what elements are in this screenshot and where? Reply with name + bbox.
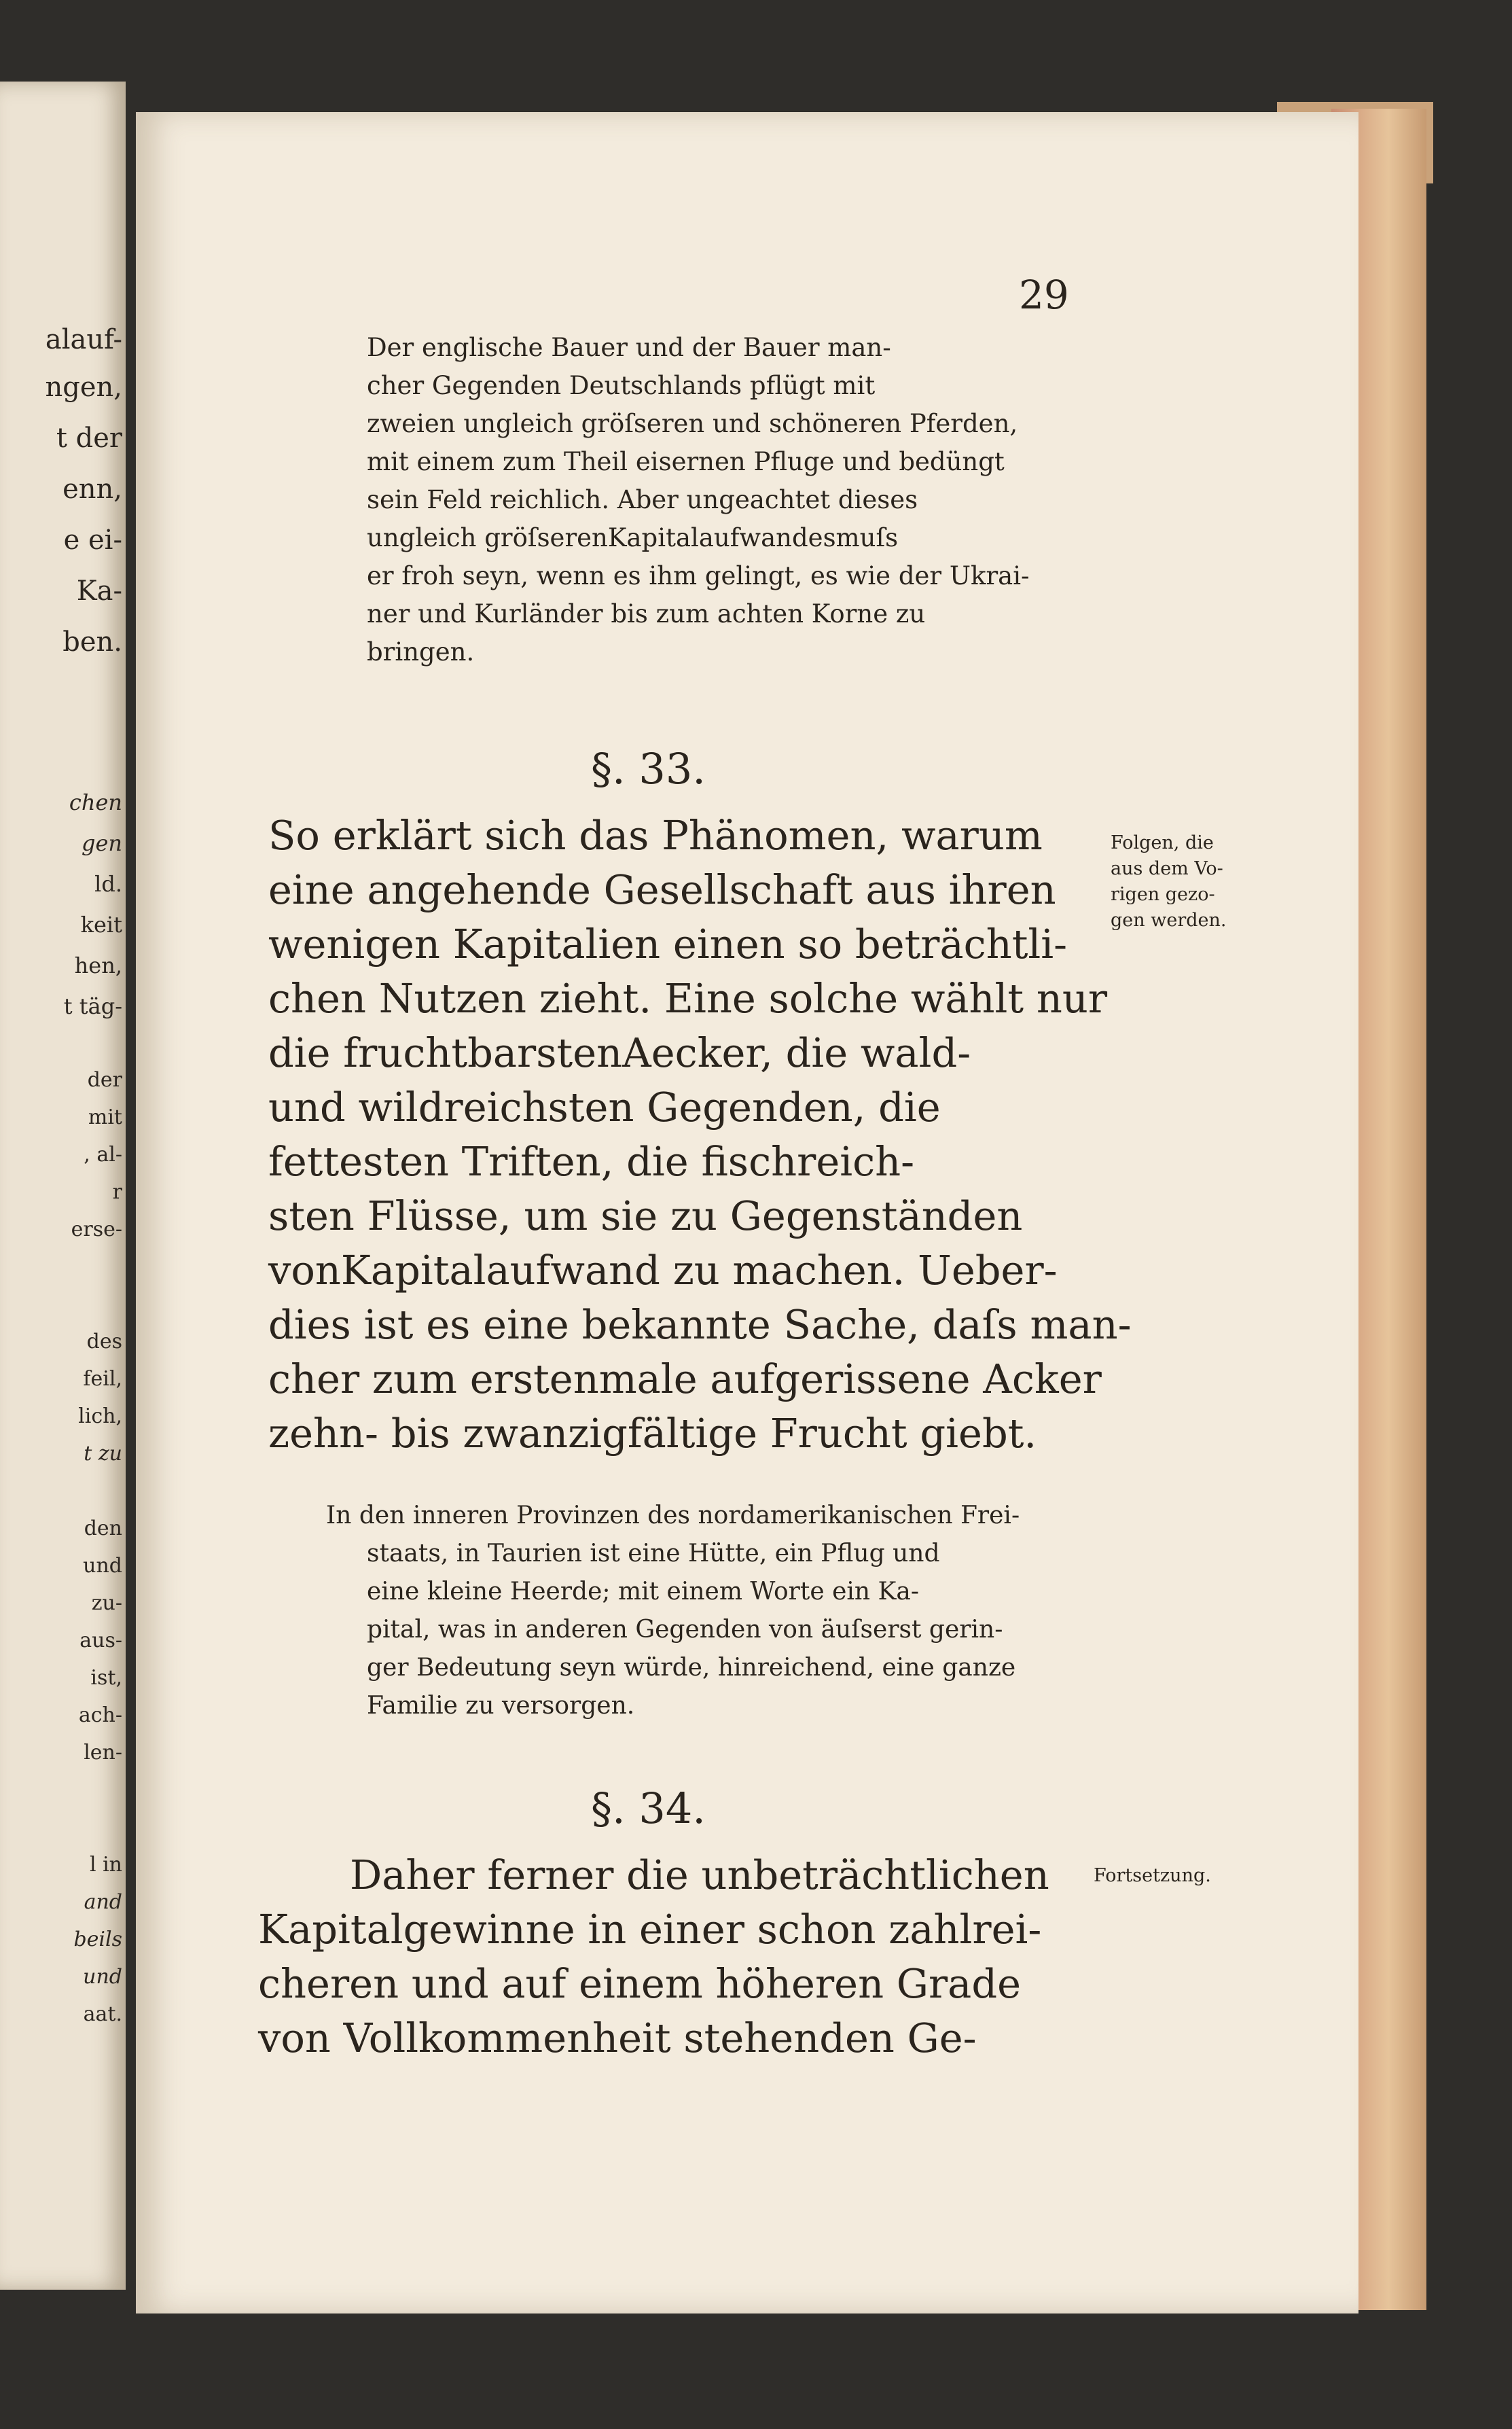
left-fragment: gen bbox=[81, 830, 122, 856]
margin-line: rigen gezo- bbox=[1111, 884, 1215, 905]
left-fragment: ngen, bbox=[45, 372, 122, 403]
left-fragment: keit bbox=[80, 912, 122, 938]
paragraph-line: die fruchtbarstenAecker, die wald- bbox=[268, 1029, 971, 1076]
paragraph-line: vonKapitalaufwand zu machen. Ueber- bbox=[268, 1247, 1058, 1294]
footnote-line: Der englische Bauer und der Bauer man- bbox=[367, 333, 891, 362]
footnote-line: mit einem zum Theil eisernen Pfluge und bedüngt bbox=[367, 447, 1005, 476]
footnote-line: In den inneren Provinzen des nordamerikanischen Frei- bbox=[326, 1502, 1020, 1529]
left-fragment: mit bbox=[88, 1105, 122, 1129]
left-fragment: r bbox=[112, 1180, 122, 1204]
section-heading-33: §. 33. bbox=[591, 744, 706, 794]
margin-line: aus dem Vo- bbox=[1111, 858, 1223, 879]
paragraph-line: So erklärt sich das Phänomen, warum bbox=[268, 812, 1043, 859]
footnote-line: staats, in Taurien ist eine Hütte, ein Pflug und bbox=[367, 1540, 940, 1567]
left-fragment: ist, bbox=[90, 1666, 122, 1690]
footnote-line: ger Bedeutung seyn würde, hinreichend, eine ganze bbox=[367, 1654, 1016, 1682]
left-fragment: hen, bbox=[74, 953, 122, 978]
left-fragment: len- bbox=[84, 1741, 122, 1765]
left-fragment: t der bbox=[56, 423, 122, 454]
left-fragment: Ka- bbox=[76, 575, 122, 607]
paragraph-line: wenigen Kapitalien einen so beträchtli- bbox=[268, 921, 1068, 968]
left-fragment: und bbox=[83, 1554, 122, 1578]
footnote-line: zweien ungleich gröſseren und schöneren Pferden, bbox=[367, 409, 1018, 438]
paragraph-line: Kapitalgewinne in einer schon zahlrei- bbox=[258, 1906, 1042, 1953]
left-fragment: l in bbox=[89, 1853, 122, 1877]
paragraph-line: zehn- bis zwanzigfältige Frucht giebt. bbox=[268, 1410, 1037, 1457]
paragraph-line: chen Nutzen zieht. Eine solche wählt nur bbox=[268, 975, 1108, 1022]
left-fragment: ben. bbox=[62, 626, 122, 658]
left-fragment: t zu bbox=[84, 1442, 122, 1466]
left-fragment: aus- bbox=[79, 1629, 122, 1652]
paragraph-line: cher zum erstenmale aufgerissene Acker bbox=[268, 1355, 1102, 1402]
left-fragment: aat. bbox=[83, 2002, 122, 2026]
left-fragment: e ei- bbox=[63, 525, 122, 556]
paragraph-line: dies ist es eine bekannte Sache, daſs man- bbox=[268, 1301, 1132, 1348]
paragraph-line: fettesten Triften, die fischreich- bbox=[268, 1138, 915, 1185]
paragraph-line: sten Flüsse, um sie zu Gegenständen bbox=[268, 1192, 1023, 1239]
left-fragment: beils bbox=[73, 1928, 122, 1951]
left-fragment: chen bbox=[69, 790, 122, 815]
left-fragment: , al- bbox=[84, 1143, 122, 1167]
footnote-line: cher Gegenden Deutschlands pflügt mit bbox=[367, 371, 876, 400]
left-fragment: ach- bbox=[78, 1703, 122, 1727]
margin-line: Folgen, die bbox=[1111, 832, 1214, 853]
left-fragment: zu- bbox=[91, 1591, 122, 1615]
paragraph-line: eine angehende Gesellschaft aus ihren bbox=[268, 866, 1056, 913]
left-fragment: ld. bbox=[94, 871, 122, 897]
left-fragment: alauf- bbox=[45, 324, 122, 355]
left-fragment: and bbox=[84, 1890, 122, 1914]
section-heading-34: §. 34. bbox=[591, 1784, 706, 1833]
footnote-line: ungleich gröſserenKapitalaufwandesmuſs bbox=[367, 523, 899, 552]
footnote-line: bringen. bbox=[367, 637, 475, 667]
margin-note-34: Fortsetzung. bbox=[1094, 1865, 1211, 1886]
footnote-line: ner und Kurländer bis zum achten Korne zu bbox=[367, 599, 926, 628]
footnote-line: pital, was in anderen Gegenden von äuſserst gerin- bbox=[367, 1616, 1003, 1644]
paragraph-line: Daher ferner die unbeträchtlichen bbox=[350, 1851, 1049, 1898]
footnote-line: er froh seyn, wenn es ihm gelingt, es wie der Ukrai- bbox=[367, 561, 1030, 590]
paragraph-line: cheren und auf einem höheren Grade bbox=[258, 1960, 1022, 2007]
footnote-line: eine kleine Heerde; mit einem Worte ein Ka- bbox=[367, 1578, 920, 1606]
left-fragment: und bbox=[83, 1965, 122, 1989]
left-fragment: der bbox=[87, 1068, 122, 1092]
left-fragment: enn, bbox=[62, 474, 122, 505]
margin-line: gen werden. bbox=[1111, 910, 1227, 931]
footnote-line: Familie zu versorgen. bbox=[367, 1692, 635, 1720]
left-fragment: lich, bbox=[78, 1404, 122, 1428]
left-fragment: des bbox=[86, 1330, 122, 1353]
footnote-line: sein Feld reichlich. Aber ungeachtet dieses bbox=[367, 485, 918, 514]
left-fragment: den bbox=[84, 1517, 122, 1540]
left-fragment: t täg- bbox=[63, 993, 122, 1019]
left-fragment: erse- bbox=[71, 1218, 122, 1241]
paragraph-line: und wildreichsten Gegenden, die bbox=[268, 1084, 941, 1131]
page-number: 29 bbox=[1019, 272, 1069, 318]
paragraph-line: von Vollkommenheit stehenden Ge- bbox=[258, 2015, 977, 2061]
left-facing-page bbox=[0, 82, 126, 2290]
left-fragment: feil, bbox=[83, 1367, 122, 1391]
